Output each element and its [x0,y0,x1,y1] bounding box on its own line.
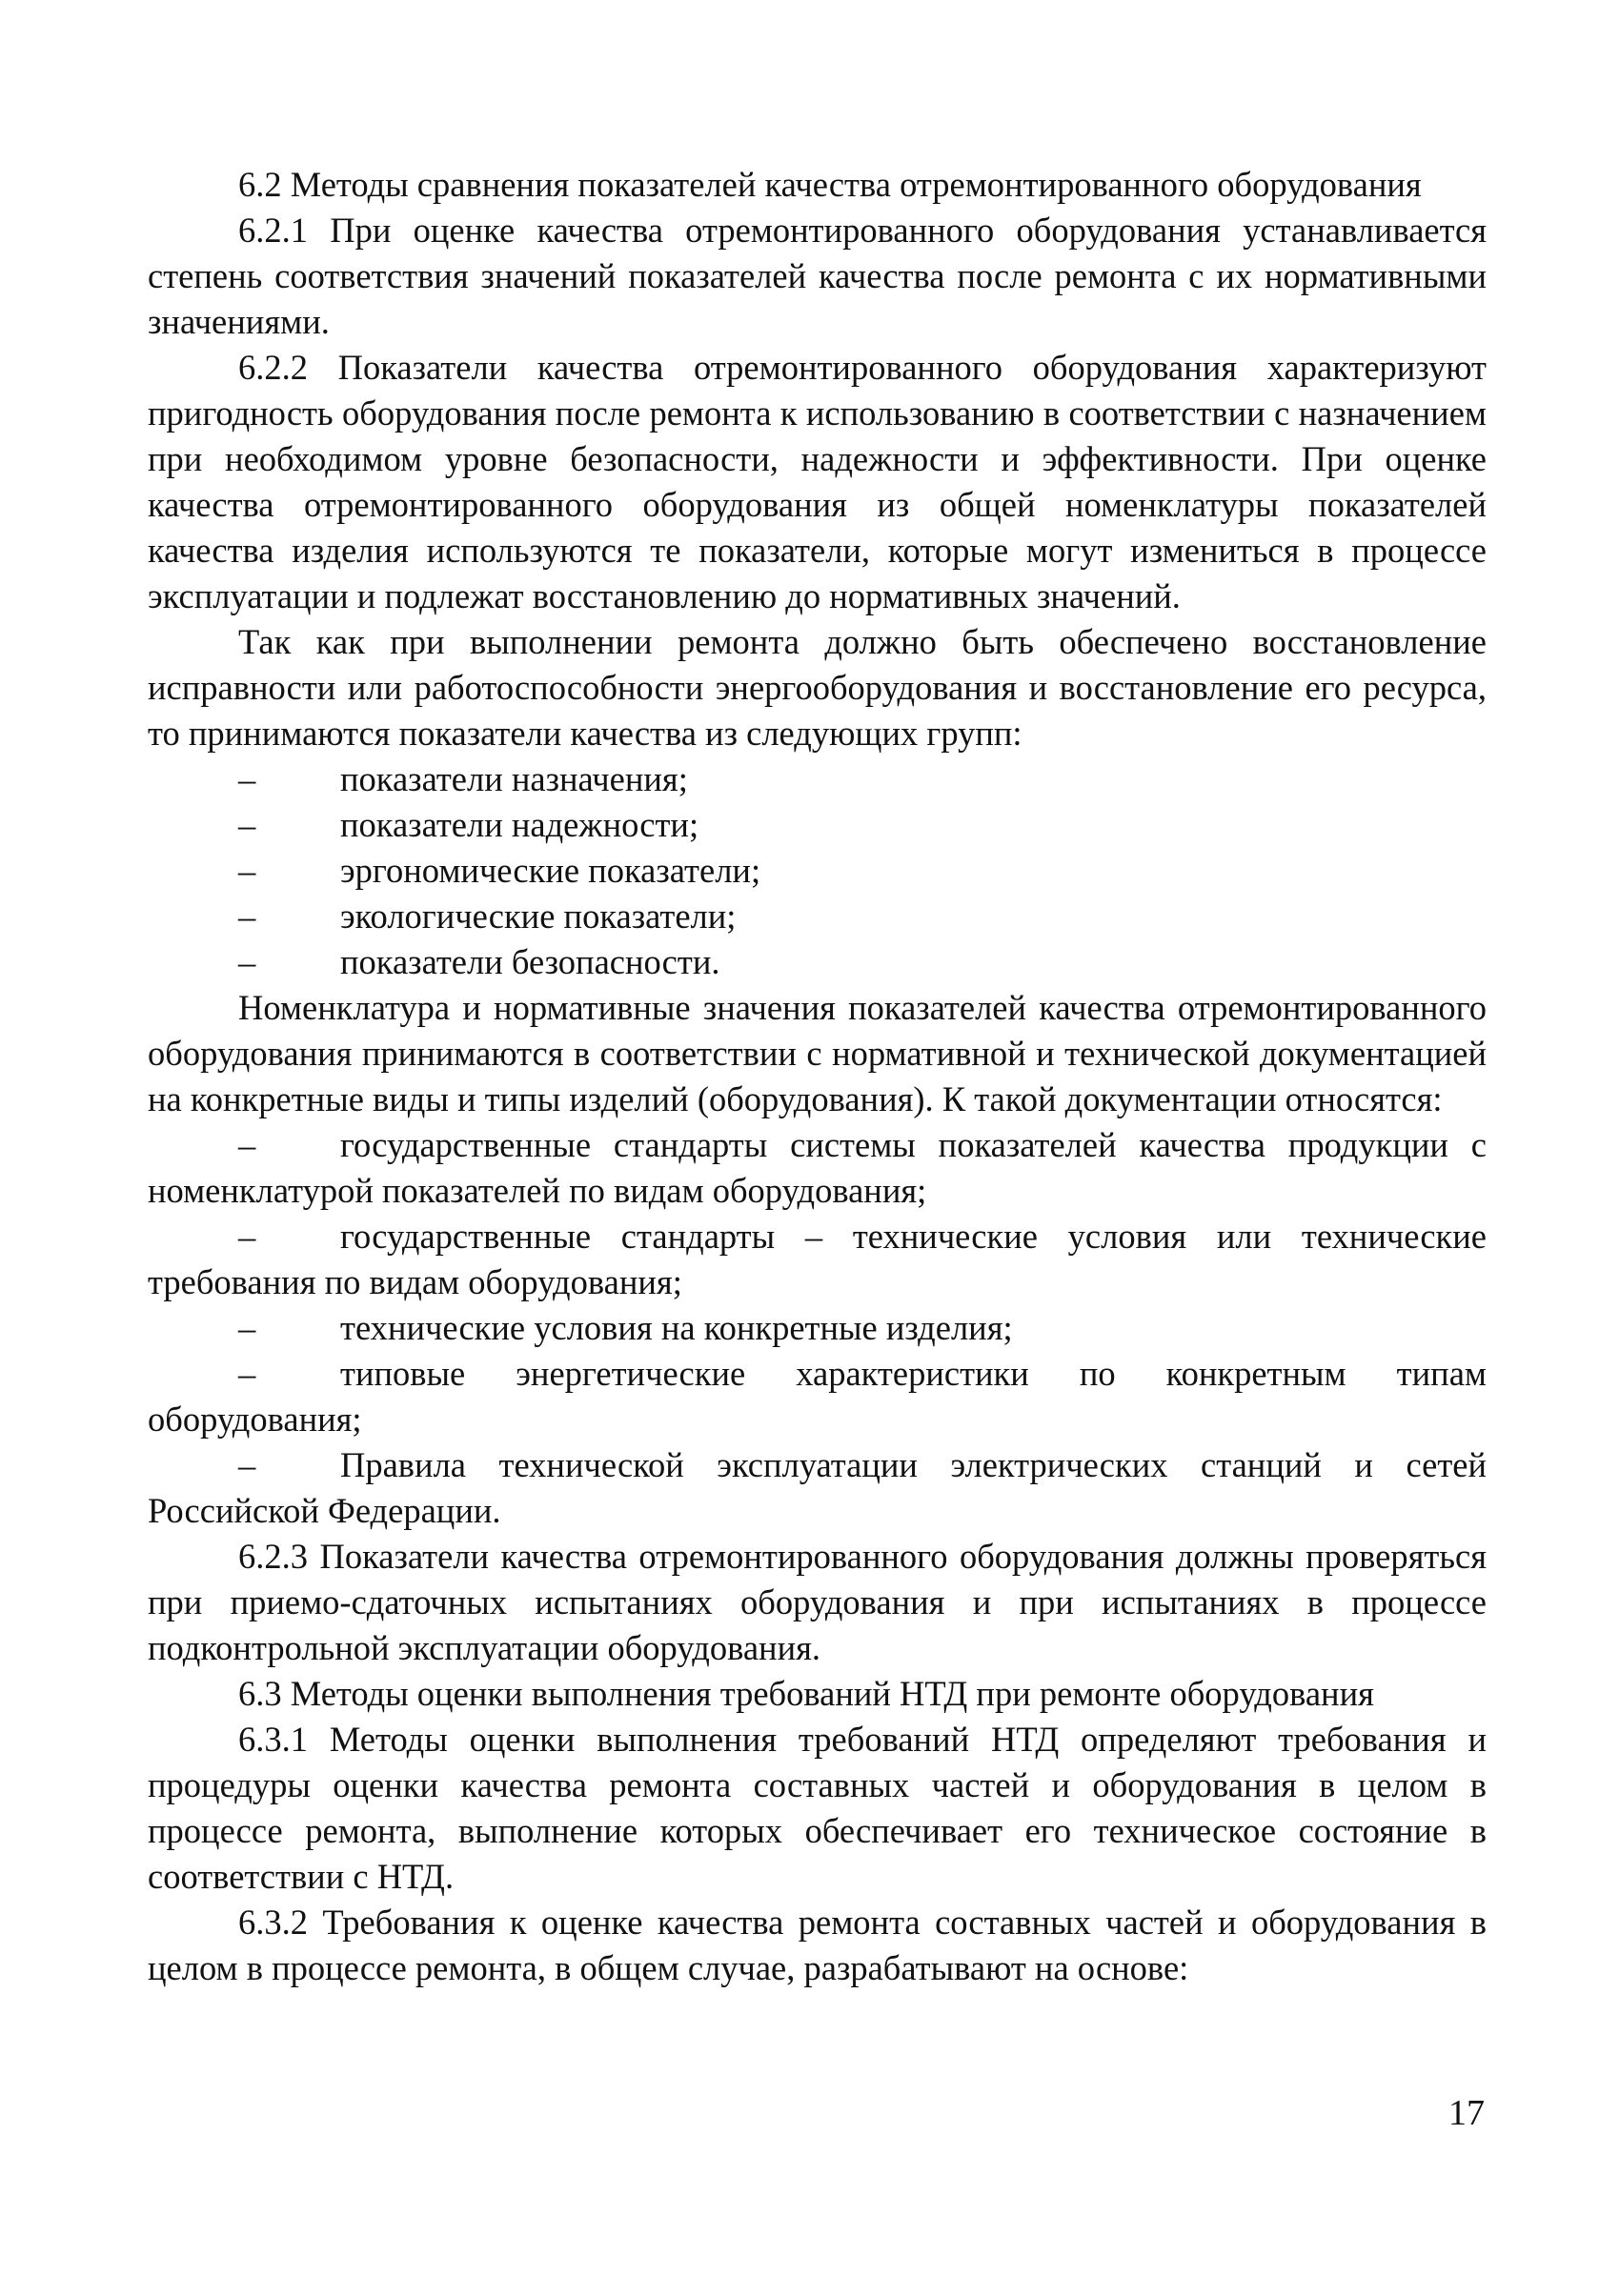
page-content [148,162,1487,1991]
dash-bullet: – [238,1125,256,1164]
dash-bullet: – [238,1445,256,1484]
documentation-list [148,1122,1487,1534]
list-item [148,756,1487,802]
paragraph-6-2-2: 6.2.2 Показатели качества отремонтированного оборудования характеризуют пригодность оборудования после ремонта к использованию в соответствии с назначением при необходимом уровне безопасности, надежности и эффективности. При оценке качества отремонтированного оборудования из общей номенклатуры показателей качества изделия используются те показатели, которые могут измениться в процессе эксплуатации и подлежат восстановлению до нормативных значений. [148,348,1487,615]
page-number: 17 [1448,2093,1485,2133]
dash-bullet: – [238,805,256,844]
list-item [148,1305,1487,1351]
paragraph-6-2-3: 6.2.3 Показатели качества отремонтированного оборудования должны проверяться при приемо-сдаточных испытаниях оборудования и при испытаниях в процессе подконтрольной эксплуатации оборудования. [148,1537,1487,1667]
list-item-text: показатели надежности; [340,805,699,844]
list-item-text: экологические показатели; [340,896,737,936]
paragraph-nomenclature: Номенклатура и нормативные значения показателей качества отремонтированного оборудования принимаются в соответствии с нормативной и технической документацией на конкретные виды и типы изделий (оборудования). К такой документации относятся: [148,988,1487,1118]
dash-bullet: – [238,851,256,890]
dash-bullet: – [238,759,256,798]
list-item-text: Правила технической эксплуатации электрических станций и сетей Российской Федерации. [148,1445,1487,1530]
list-item-text: государственные стандарты системы показателей качества продукции с номенклатурой показателей по видам оборудования; [148,1125,1487,1210]
list-item [148,1351,1487,1442]
list-item-text: показатели назначения; [340,759,688,798]
list-item-text: показатели безопасности. [340,942,720,981]
list-item-text: типовые энергетические характеристики по конкретным типам оборудования; [148,1354,1487,1439]
list-item [148,848,1487,894]
dash-bullet: – [238,1217,256,1256]
list-item [148,1214,1487,1305]
paragraph-6-3-2: 6.3.2 Требования к оценке качества ремонта составных частей и оборудования в целом в процессе ремонта, в общем случае, разрабатывают на основе: [148,1903,1487,1987]
list-item [148,1442,1487,1534]
dash-bullet: – [238,1308,256,1347]
list-item [148,939,1487,985]
paragraph-6-2-1: 6.2.1 При оценке качества отремонтированного оборудования устанавливается степень соответствия значений показателей качества после ремонта с их нормативными значениями. [148,211,1487,341]
list-item-text: технические условия на конкретные изделия; [340,1308,1013,1347]
list-item-text: эргономические показатели; [340,851,761,890]
section-6-2-heading: 6.2 Методы сравнения показателей качества отремонтированного оборудования [238,165,1422,204]
section-6-3-heading: 6.3 Методы оценки выполнения требований НТД при ремонте оборудования [238,1674,1374,1713]
list-item [148,1122,1487,1214]
list-item [148,802,1487,848]
dash-bullet: – [238,1354,256,1393]
quality-groups-list [148,756,1487,985]
dash-bullet: – [238,942,256,981]
paragraph-quality-groups-intro: Так как при выполнении ремонта должно быть обеспечено восстановление исправности или работоспособности энергооборудования и восстановление его ресурса, то принимаются показатели качества из следующих групп: [148,622,1487,753]
list-item-text: государственные стандарты – технические условия или технические требования по видам оборудования; [148,1217,1487,1301]
paragraph-6-3-1: 6.3.1 Методы оценки выполнения требований НТД определяют требования и процедуры оценки качества ремонта составных частей и оборудования в целом в процессе ремонта, выполнение которых обеспечивает его техническое состояние в соответствии с НТД. [148,1720,1487,1896]
dash-bullet: – [238,896,256,936]
list-item [148,894,1487,939]
